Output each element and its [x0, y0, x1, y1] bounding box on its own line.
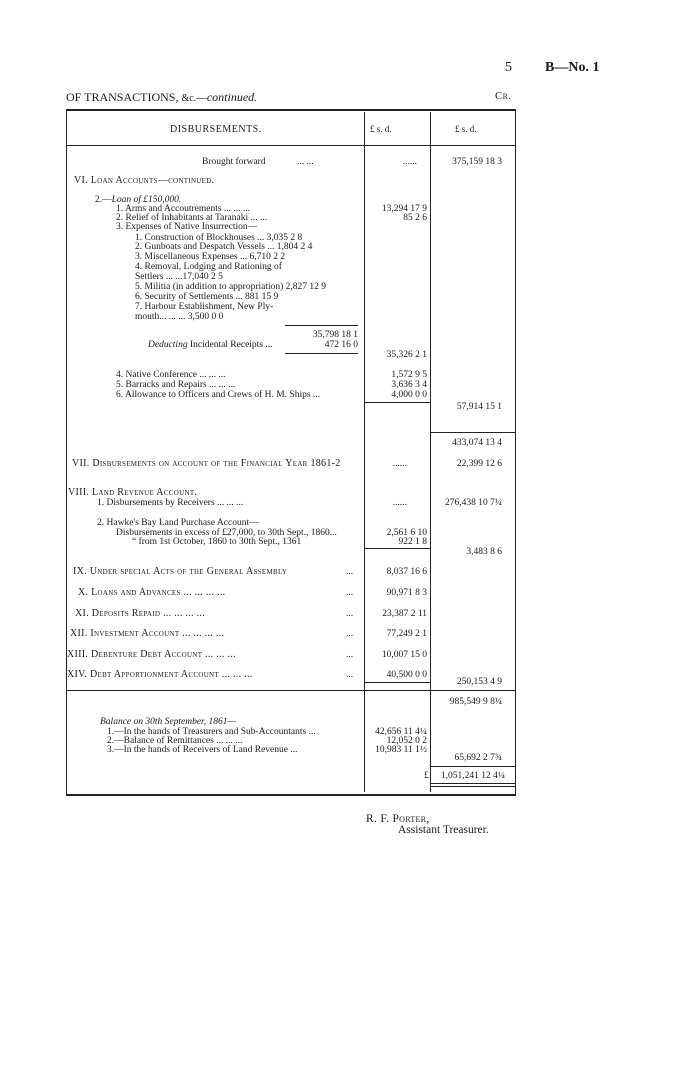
credit-side-label: Cr.: [495, 90, 512, 102]
list-item: 6. Allowance to Officers and Crews of H. M. Ships ...: [116, 390, 321, 400]
list-item: 3.—In the hands of Receivers of Land Revenue ...: [107, 745, 298, 755]
list-item: mouth... ... ... 3,500 0 0: [135, 312, 224, 322]
list-item-value: 4,000 0 0: [391, 390, 427, 400]
list-item: 6. Security of Settlements ... 881 15 9: [135, 292, 279, 302]
list-item: 3. Expenses of Native Insurrection—: [116, 222, 258, 232]
section-vii-col2: 22,399 12 6: [456, 459, 502, 469]
grand-total-top-rule: [430, 766, 515, 767]
loan-rule: [365, 402, 430, 403]
row-value: 10,007 15 0: [381, 650, 427, 660]
table-top-rule: [66, 109, 516, 111]
row-dots: ...: [346, 670, 354, 680]
row-dots: ...: [346, 609, 354, 619]
row-value: 77,249 2 1: [386, 629, 427, 639]
section-vi-title: VI. Loan Accounts—continued.: [74, 175, 215, 186]
col2-heading: £ s. d.: [455, 124, 477, 134]
page-title: [66, 90, 257, 105]
section-viii-item1: 1. Disbursements by Receivers ... ... ...: [97, 498, 244, 508]
list-item-value: 12,052 0 2: [386, 736, 427, 746]
list-item: 4. Removal, Lodging and Rationing of: [135, 262, 282, 272]
deduct-value: 472 16 0: [324, 340, 358, 350]
page-number: 5: [505, 60, 512, 75]
section-viii-item1-col2: 276,438 10 7¼: [445, 498, 502, 508]
table-row: X. Loans and Advances ... ... ... ...: [78, 587, 226, 598]
list-item: 5. Barracks and Repairs ... ... ...: [116, 380, 236, 390]
table-right-rule: [515, 109, 516, 795]
col1-heading: £ s. d.: [370, 124, 392, 134]
disbursements-heading: DISBURSEMENTS.: [170, 124, 262, 135]
document-ref: B—No. 1: [545, 60, 600, 75]
list-item: 1. Construction of Blockhouses ... 3,035 2 8: [135, 233, 303, 243]
list-item: 1. Arms and Accoutrements ... ... ...: [116, 204, 251, 214]
section-vii: VII. Disbursements on account of the Financial Year 1861-2: [72, 458, 341, 469]
list-item: Settlers ... ...17,040 2 5: [135, 272, 223, 282]
row-value: 8,037 16 6: [386, 567, 427, 577]
grand-total-currency: £: [424, 771, 429, 781]
grand-total-bottom-rule-2: [430, 786, 515, 787]
header-bottom-rule: [66, 145, 516, 146]
brought-forward-col2: 375,159 18 3: [452, 157, 502, 167]
balance-title: [100, 717, 236, 727]
list-item-value: 10,983 11 1½: [375, 745, 427, 755]
table-row: XIV. Debt Apportionment Account ... ... ...: [67, 669, 253, 680]
table-row: IX. Under special Acts of the General Assembly: [73, 566, 288, 577]
deduct-label: [148, 340, 273, 350]
running-total-rule: [430, 432, 515, 433]
loan-heading-text: Loan of £150,000.: [111, 195, 182, 205]
grand-subtotal-rule: [66, 690, 516, 691]
signature-name: R. F. Porter,: [366, 813, 430, 825]
deduct-rest: Incidental Receipts ...: [187, 340, 273, 350]
section-viii-item2: 2. Hawke's Bay Land Purchase Account—: [97, 518, 259, 528]
section-viii-item2b: “ from 1st October, 1860 to 30th Sept., 1361: [132, 537, 302, 547]
section-viii-title: VIII. Land Revenue Account.: [68, 487, 198, 498]
brought-forward-label: Brought forward: [202, 157, 266, 167]
sections-rule: [365, 682, 430, 683]
title-main: OF TRANSACTIONS,: [66, 90, 182, 104]
section-viii-item2a-col1: 2,561 6 10: [386, 528, 427, 538]
balance-title-rest: on 30th September, 1861—: [131, 717, 236, 727]
brought-forward-dots: ... ...: [297, 157, 314, 167]
sections-total: 250,153 4 9: [456, 677, 502, 687]
list-item-value: 3,636 3 4: [391, 380, 427, 390]
table-bottom-rule: [66, 794, 516, 796]
table-row: XII. Investment Account ... ... ... ...: [70, 628, 225, 639]
row-value: 40,500 0 0: [386, 670, 427, 680]
row-dots: ...: [346, 650, 354, 660]
row-value: 23,387 2 11: [382, 609, 427, 619]
list-item: 3. Miscellaneous Expenses ... 6,710 2 2: [135, 252, 286, 262]
title-etc: &c.: [181, 93, 197, 104]
row-dots: ...: [346, 567, 354, 577]
subtotal-rule: [285, 325, 358, 326]
list-item: 2. Gunboats and Despatch Vessels ... 1,804 2 4: [135, 242, 313, 252]
list-item: 1.—In the hands of Treasurers and Sub-Accountants ...: [107, 727, 316, 737]
item2-rule: [365, 548, 430, 549]
subtotal-value: 35,798 18 1: [312, 330, 358, 340]
list-item: 7. Harbour Establishment, New Ply-: [135, 302, 274, 312]
row-dots: ...: [346, 629, 354, 639]
grand-total-bottom-rule: [430, 783, 515, 784]
section-viii-item2-total: 3,483 8 6: [466, 547, 502, 557]
list-item: 2.—Balance of Remittances ... ... ...: [107, 736, 243, 746]
list-item: 2. Relief of Inhabitants at Taranaki ... ...: [116, 213, 268, 223]
section-viii-item2b-col1: 922 1 8: [398, 537, 427, 547]
running-total: 433,074 13 4: [452, 438, 502, 448]
table-row: XIII. Debenture Debt Account ... ... ...: [67, 649, 236, 660]
row-dots: ...: [346, 588, 354, 598]
list-item-value: 85 2 6: [403, 213, 427, 223]
deduct-italic: Deducting: [148, 340, 188, 350]
loan-heading-prefix: 2.—: [95, 195, 112, 205]
brought-forward-col1: ......: [402, 157, 417, 167]
net-value: 35,326 2 1: [386, 350, 427, 360]
row-value: 90,971 8 3: [386, 588, 427, 598]
balance-title-italic: Balance: [100, 717, 132, 727]
grand-total: 1,051,241 12 4¼: [440, 771, 505, 781]
list-item-value: 13,294 17 9: [381, 204, 427, 214]
table-row: XI. Deposits Repaid ... ... ... ...: [75, 608, 206, 619]
deduct-rule: [285, 353, 358, 354]
grand-subtotal: 985,549 9 8¼: [449, 697, 502, 707]
section-vii-col1: ......: [392, 459, 407, 469]
loan-total: 57,914 15 1: [456, 402, 502, 412]
balance-total: 65,692 2 7¾: [454, 753, 502, 763]
signature-title: Assistant Treasurer.: [398, 824, 489, 836]
list-item-value: 42,656 11 4¼: [375, 727, 427, 737]
section-viii-item1-col1: ......: [392, 498, 407, 508]
list-item: 5. Militia (in addition to appropriation) 2,827 12 9: [135, 282, 327, 292]
title-continued: —continued.: [196, 90, 258, 104]
list-item-value: 1,572 9 5: [391, 370, 427, 380]
list-item: 4. Native Conference ... ... ...: [116, 370, 226, 380]
table-left-rule: [66, 109, 67, 795]
section-viii-item2a: Disbursements in excess of £27,000, to 30th Sept., 1860...: [116, 528, 337, 538]
